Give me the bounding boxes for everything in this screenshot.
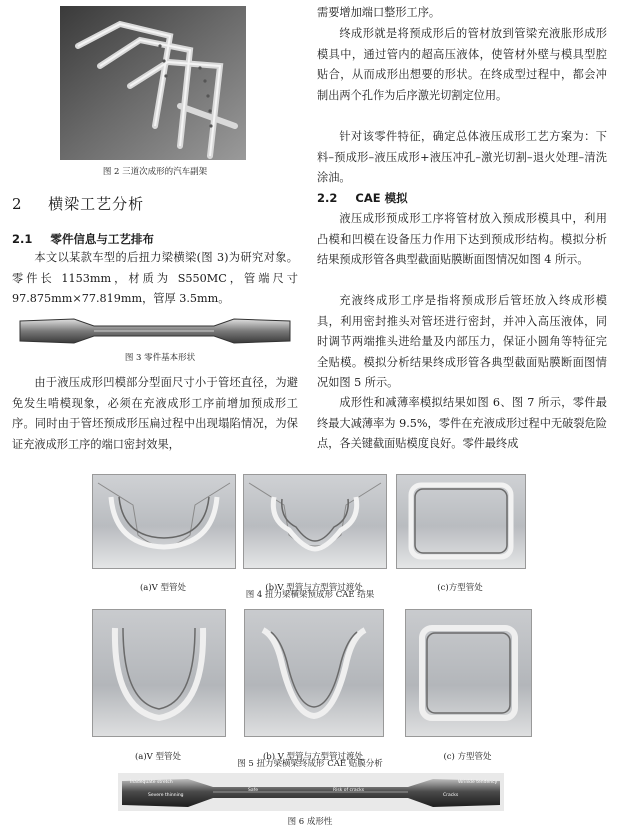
subframe-photo <box>60 6 246 160</box>
formability-plot <box>118 773 504 811</box>
paragraph-right-2: 终成形就是将预成形后的管材放到管梁充液胀形成形模具中，通过管内的超高压液体，使管材外壁与模具型腔贴合，从而成形出想要的形状。在终成型过程中，都会冲制出两个孔作为后序激光切割定位用。 <box>317 27 607 102</box>
figure-5a-image <box>92 609 226 737</box>
beam-shape-drawing <box>14 315 296 347</box>
figure-2-caption: 图 2 三道次成形的汽车副架 <box>102 167 208 177</box>
figure-6-caption: 图 6 成形性 <box>287 817 333 827</box>
subsection-number: 2.2 <box>317 191 338 205</box>
legend-label-3: Safe <box>248 788 258 793</box>
figure-5c-label: (c) 方型管处 <box>443 751 492 762</box>
figure-4b-image <box>243 474 387 569</box>
figure-4-caption: 图 4 扭力梁横梁预成形 CAE 结果 <box>245 590 375 600</box>
subsection-title: CAE 模拟 <box>355 191 408 205</box>
section-2-heading <box>12 193 144 214</box>
figure-2-image <box>60 6 246 160</box>
subsection-2-2-heading <box>317 190 408 206</box>
figure-4b-label: (b)V 型管与方型管过渡处 <box>265 582 363 593</box>
section-title: 横梁工艺分析 <box>48 195 145 213</box>
subsection-title: 零件信息与工艺排布 <box>50 232 154 246</box>
legend-label-6: Wrinkle tendency <box>458 780 498 785</box>
legend-label-4: Risk of cracks <box>333 788 365 793</box>
legend-label-5: Cracks <box>443 793 459 798</box>
figure-4c-image <box>396 474 526 569</box>
figure-4c-label: (c)方型管处 <box>437 582 483 593</box>
legend-label-1: Inadequate stretch <box>130 780 173 785</box>
figure-4a-image <box>92 474 236 569</box>
paragraph-2-2-c: 成形性和减薄率模拟结果如图 6、图 7 所示，零件最终最大减薄率为 9.5%，零件在充液成形过程中无破裂危险点，各关键截面贴模度良好。零件最终成 <box>317 396 607 450</box>
paragraph-2-2-b: 充液终成形工序是指将预成形后管坯放入终成形模具，利用密封推头对管坯进行密封，并冲入高压液体，同时调节两端推头进给量及内部压力，保证小圆角等特征完全贴模。模拟分析结果终成形管各典型截面贴膜断面图情况如图 5 所示。 <box>317 294 607 389</box>
figure-6-image <box>118 773 504 811</box>
paragraph-2-1-a: 本文以某款车型的后扭力梁横梁(图 3)为研究对象。零件长 1153mm，材质为 S550MC，管端尺寸 97.875mm×77.819mm，管厚 3.5mm。 <box>12 251 298 305</box>
figure-3-caption: 图 3 零件基本形状 <box>124 353 196 363</box>
subsection-2-1-heading <box>12 231 154 247</box>
section-number: 2 <box>12 195 23 213</box>
figure-5b-label: (b) V 型管与方型管过渡处 <box>262 751 364 762</box>
paragraph-right-1: 需要增加端口整形工序。 <box>317 6 441 19</box>
figure-4a-label: (a)V 型管处 <box>139 582 187 593</box>
figure-5b-image <box>244 609 384 737</box>
figure-5a-label: (a)V 型管处 <box>134 751 182 762</box>
paragraph-right-3: 针对该零件特征，确定总体液压成形工艺方案为：下料–预成形–液压成形+液压冲孔–激光切割–退火处理–清洗涂油。 <box>317 130 607 184</box>
paragraph-2-1-b: 由于液压成形凹模部分型面尺寸小于管坯直径，为避免发生啃模现象，必须在充液成形工序前增加预成形工序。同时由于管坯预成形压扁过程中出现塌陷情况，为保证充液成形工序的端口密封效果， <box>12 376 298 451</box>
subsection-number: 2.1 <box>12 232 33 246</box>
legend-label-2: Severe thinning <box>148 793 184 798</box>
figure-3-image <box>14 315 296 347</box>
figure-5c-image <box>405 609 532 737</box>
figure-5-caption: 图 5 扭力梁横梁终成形 CAE 贴膜分析 <box>237 759 383 769</box>
paragraph-2-2-a: 液压成形预成形工序将管材放入预成形模具中，利用凸模和凹模在设备压力作用下达到预成形结构。模拟分析结果预成形管各典型截面贴膜断面图情况如图 4 所示。 <box>317 212 607 266</box>
